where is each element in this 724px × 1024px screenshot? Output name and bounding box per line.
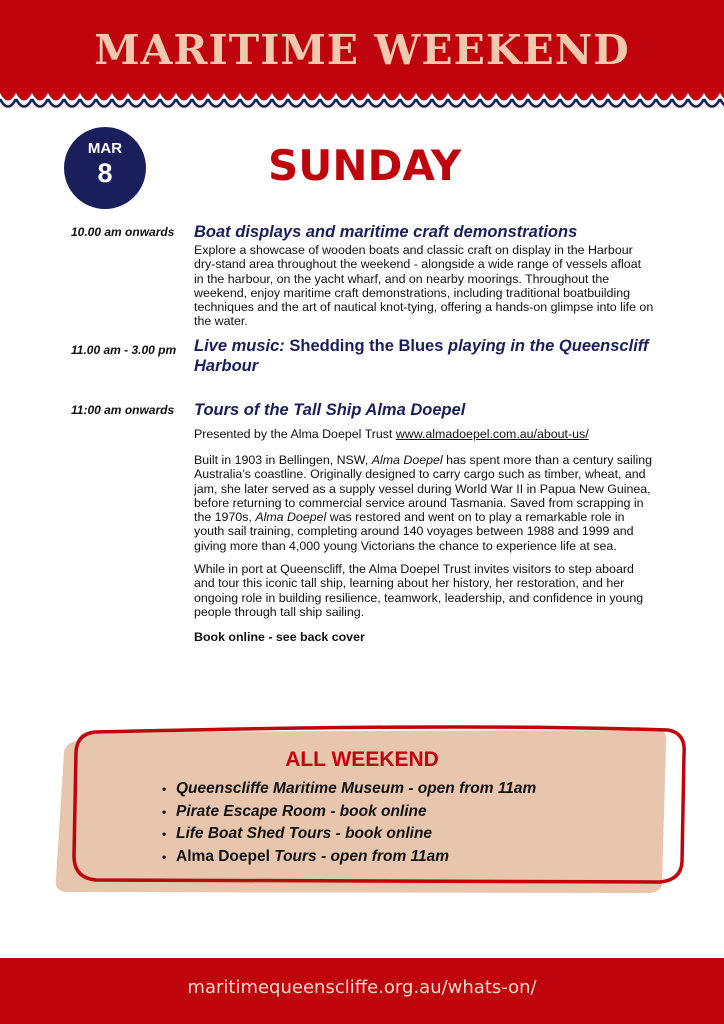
- ship-name: Alma Doepel: [255, 510, 327, 525]
- list-item-text: Pirate Escape Room - book online: [176, 802, 427, 820]
- event-title: Tours of the Tall Ship Alma Doepel: [194, 401, 466, 419]
- event-description: Explore a showcase of wooden boats and classic craft on display in the Harbour dry-stand area throughout the weekend - alongside a wide range of vessels afloat in the harbour, on the yacht wharf, and on nearby moorings. Throughout the weekend, enjoy maritime craft demonstrations, including traditional boatbuilding techniques and the art of nautical knot-tying, offering a hands-on glimpse into life on the water.: [194, 243, 654, 329]
- event-presenter: [194, 427, 654, 441]
- history-text: Built in 1903 in Bellingen, NSW,: [194, 453, 372, 467]
- event-title-part: Live music:: [194, 337, 285, 355]
- date-badge: [64, 127, 146, 209]
- presenter-text: Presented by the Alma Doepel Trust: [194, 427, 396, 441]
- wave-border: [0, 90, 724, 116]
- event-title-part: playing in the Queenscliff Harbour: [194, 337, 649, 375]
- bullet: •: [162, 849, 167, 864]
- bullet: •: [162, 827, 167, 841]
- event-time: 10.00 am onwards: [71, 225, 175, 239]
- list-item-text: Queenscliffe Maritime Museum - open from 11am: [176, 780, 537, 797]
- event-time: 11.00 am - 3.00 pm: [71, 343, 177, 357]
- all-weekend-list: [162, 778, 536, 868]
- list-item: [162, 846, 536, 869]
- history-text: has spent more than a century sailing Australia’s coastline. Originally designed to carry cargo such as timber, wheat, and jam, she later served as a supply vessel during World War II in Papua New Guinea, before returning to commercial service around Tasmania. Saved from scrapping in the 1970s,: [194, 453, 653, 525]
- event-title-part: Shedding the Blues: [284, 337, 448, 355]
- event-title: Boat displays and maritime craft demonstrations: [194, 223, 578, 241]
- date-month: MAR: [87, 140, 123, 157]
- header-banner: [0, 0, 724, 93]
- list-item-text: Tours - open from 11am: [269, 847, 450, 865]
- event-time: 11:00 am onwards: [71, 403, 175, 417]
- trust-website-link[interactable]: www.almadoepel.com.au/about-us/: [395, 427, 589, 441]
- bullet: •: [162, 804, 167, 819]
- event-title: [194, 336, 654, 376]
- event-history: [194, 453, 654, 553]
- date-day: 8: [97, 158, 113, 188]
- day-title: SUNDAY: [268, 141, 462, 190]
- booking-note: Book online - see back cover: [194, 630, 365, 644]
- footer-website-link[interactable]: maritimequeenscliffe.org.au/whats-on/: [187, 977, 537, 998]
- ship-name: Alma Doepel: [371, 453, 443, 467]
- list-item-text: Life Boat Shed Tours - book online: [176, 825, 433, 842]
- list-item: [162, 778, 536, 801]
- list-item-text: Alma Doepel: [176, 847, 270, 865]
- list-item: [162, 823, 536, 846]
- bullet: •: [162, 782, 167, 796]
- list-item: [162, 801, 536, 824]
- event-tour-info: While in port at Queenscliff, the Alma Doepel Trust invites visitors to step aboard and tour this iconic tall ship, learning about her history, her restoration, and her ongoing role in building resilience, teamwork, leadership, and confidence in young people through tall ship sailing.: [194, 562, 644, 619]
- all-weekend-title: ALL WEEKEND: [285, 748, 439, 771]
- history-text: was restored and went on to play a remarkable role in youth sail training, completing around 140 voyages between 1988 and 1999 and giving more than 4,000 young Victorians the chance to experience life at sea.: [194, 510, 634, 553]
- footer-banner: [0, 958, 724, 1024]
- page-title: MARITIME WEEKEND: [94, 26, 630, 74]
